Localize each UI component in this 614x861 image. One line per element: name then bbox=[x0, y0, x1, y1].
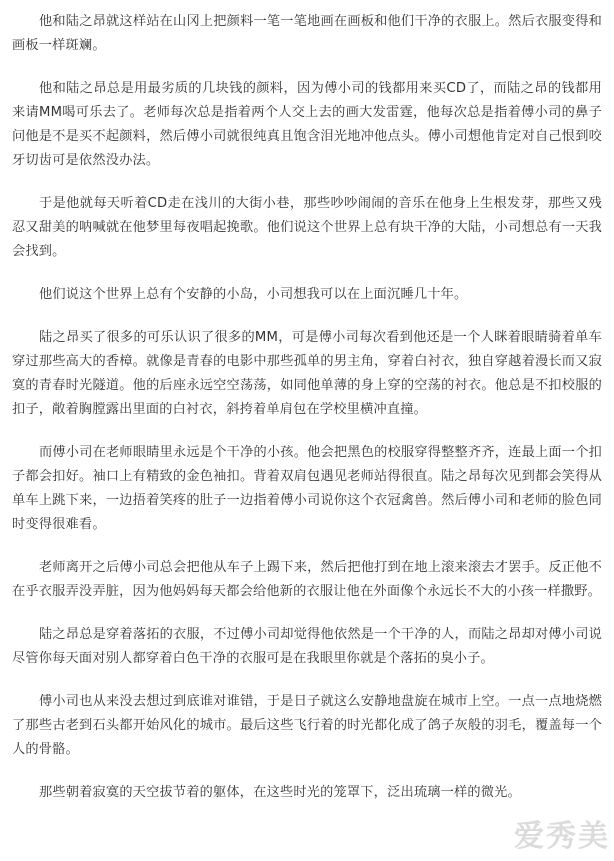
paragraph-5: 陆之昂买了很多的可乐认识了很多的MM，可是傅小司每次看到他还是一个人眯着眼睛骑着单车穿过那些高大的香樟。就像是青春的电影中那些孤单的男主角，穿着白衬衣，独自穿越着漫长而又寂寞的青春时光隧道。他的后座永远空空荡荡，如同他单薄的身上穿的空荡的衬衣。他总是不扣校服的扣子，敞着胸膛露出里面的白衬衣，斜挎着单肩包在学校里横冲直撞。 bbox=[12, 330, 602, 417]
paragraph-4: 他们说这个世界上总有个安静的小岛，小司想我可以在上面沉睡几十年。 bbox=[39, 287, 468, 302]
paragraph-8: 陆之昂总是穿着落拓的衣服，不过傅小司却觉得他依然是一个干净的人，而陆之昂却对傅小司说尽管你每天面对别人都穿着白色干净的衣服可是在我眼里你就是个落拓的臭小子。 bbox=[12, 627, 602, 666]
paragraph-3: 于是他就每天听着CD走在浅川的大街小巷，那些吵吵闹闹的音乐在他身上生根发芽，那些又残忍又甜美的呐喊就在他梦里每夜唱起挽歌。他们说这个世界上总有块干净的大陆，小司想总有一天我会找到。 bbox=[12, 196, 602, 259]
paragraph-7: 老师离开之后傅小司总会把他从车子上踢下来，然后把他打到在地上滚来滚去才罢手。反正他不在乎衣服弄没弄脏，因为他妈妈每天都会给他新的衣服让他在外面像个永远长不大的小孩一样撒野。 bbox=[12, 560, 602, 599]
paragraph-2: 他和陆之昂总是用最劣质的几块钱的颜料，因为傅小司的钱都用来买CD了，而陆之昂的钱都用来请MM喝可乐去了。老师每次总是指着两个人交上去的画大发雷霆，他每次总是指着傅小司的鼻子问他是不是买不起颜料，然后傅小司就很纯真且饱含泪光地冲他点头。傅小司想他肯定对自己恨到咬牙切齿可是依然没办法。 bbox=[12, 81, 602, 168]
paragraph-1: 他和陆之昂就这样站在山冈上把颜料一笔一笔地画在画板和他们干净的衣服上。然后衣服变得和画板一样斑斓。 bbox=[12, 14, 602, 53]
paragraph-10: 那些朝着寂寞的天空拔节着的躯体，在这些时光的笼罩下，泛出琉璃一样的微光。 bbox=[39, 785, 521, 800]
paragraph-6: 而傅小司在老师眼睛里永远是个干净的小孩。他会把黑色的校服穿得整整齐齐，连最上面一个扣子都会扣好。袖口上有精致的金色袖扣。背着双肩包遇见老师站得很直。陆之昂每次见到都会笑得从单车上跳下来，一边捂着笑疼的肚子一边指着傅小司说你这个衣冠禽兽。然后傅小司和老师的脸色同时变得很难看。 bbox=[12, 445, 602, 532]
paragraph-9: 傅小司也从来没去想过到底谁对谁错，于是日子就这么安静地盘旋在城市上空。一点一点地烧燃了那些古老到石头都开始风化的城市。最后这些飞行着的时光都化成了鸽子灰般的羽毛，覆盖每一个人的骨骼。 bbox=[12, 694, 602, 757]
site-watermark-logo: 爱秀美 bbox=[514, 819, 610, 854]
